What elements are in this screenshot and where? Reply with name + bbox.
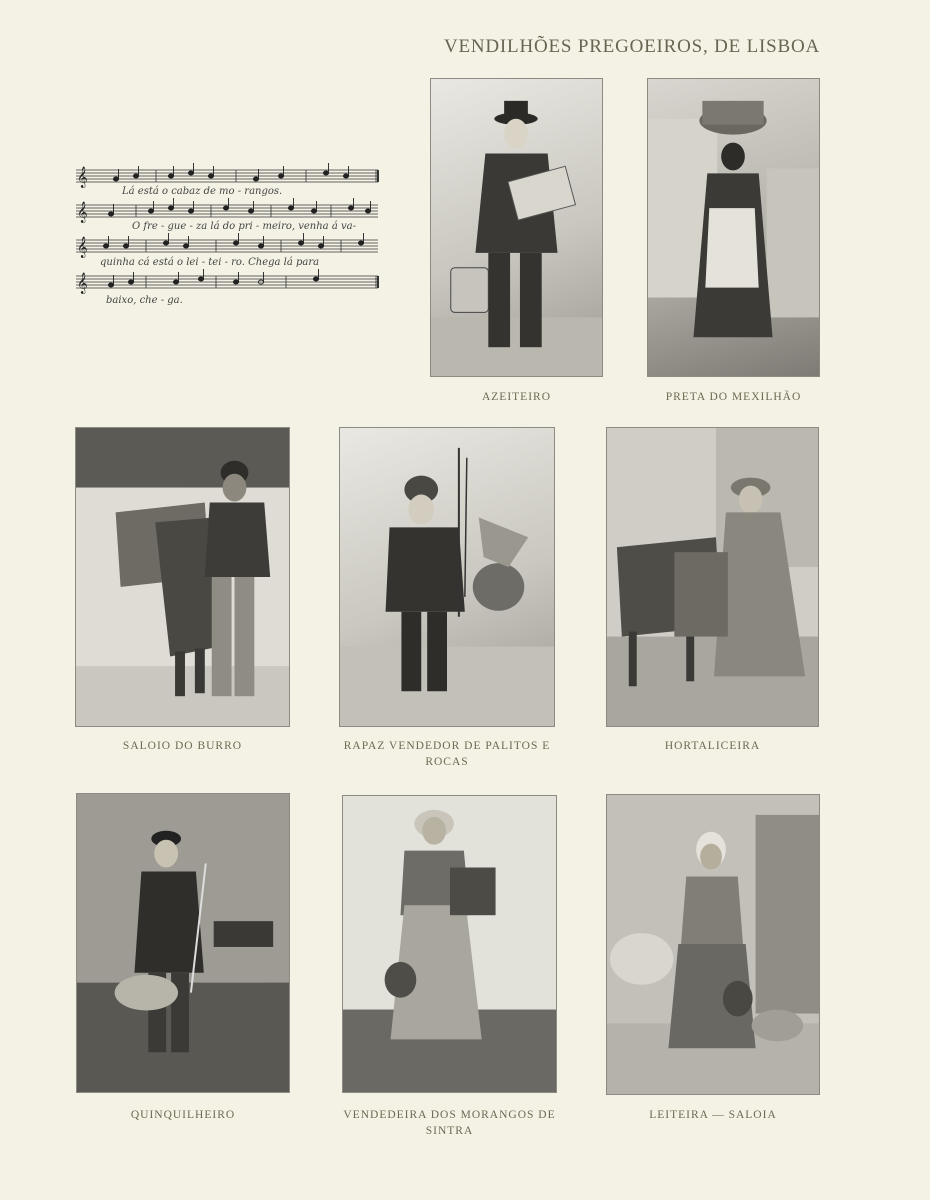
photo-saloio-do-burro (75, 427, 290, 727)
lyric-line-4: baixo, che - ga. (106, 295, 183, 306)
staff-1 (76, 170, 378, 182)
caption-hortaliceira: HORTALICEIRA (664, 740, 761, 752)
staff-3 (76, 240, 378, 252)
svg-text:𝄞: 𝄞 (77, 167, 88, 188)
lyric-line-2: O fre - gue - za lá do pri - meiro, venha á va- (132, 221, 356, 232)
caption-preta-do-mexilhao: PRETA DO MEXILHÃO (665, 391, 802, 403)
music-score (76, 158, 384, 313)
svg-text:𝄞: 𝄞 (77, 273, 88, 294)
photo-vendedeira-dos-morangos (342, 795, 557, 1093)
photo-preta-do-mexilhao (647, 78, 820, 377)
caption-quinquilheiro: QUINQUILHEIRO (130, 1109, 236, 1121)
svg-text:𝄞: 𝄞 (77, 237, 88, 258)
caption-vendedeira-dos-morangos: VENDEDEIRA DOS MORANGOS DE SINTRA (343, 1109, 556, 1137)
lyric-line-1: Lá está o cabaz de mo - rangos. (122, 186, 283, 197)
photo-rapaz-vendedor (339, 427, 555, 727)
photo-azeiteiro (430, 78, 603, 377)
caption-azeiteiro: AZEITEIRO (481, 391, 552, 403)
svg-text:𝄞: 𝄞 (77, 202, 88, 223)
staff-4 (76, 276, 378, 288)
caption-leiteira-saloia: LEITEIRA — SALOIA (649, 1109, 777, 1121)
photo-quinquilheiro (76, 793, 290, 1093)
photo-leiteira-saloia (606, 794, 820, 1095)
lyric-line-3: quinha cá está o lei - tei - ro. Chega lá para (100, 257, 320, 268)
music-staves (76, 158, 384, 313)
caption-saloio-do-burro: SALOIO DO BURRO (122, 740, 243, 752)
caption-rapaz-vendedor: RAPAZ VENDEDOR DE PALITOS E ROCAS (343, 740, 551, 768)
page-title: VENDILHÕES PREGOEIROS, DE LISBOA (443, 36, 820, 57)
photo-hortaliceira (606, 427, 819, 727)
